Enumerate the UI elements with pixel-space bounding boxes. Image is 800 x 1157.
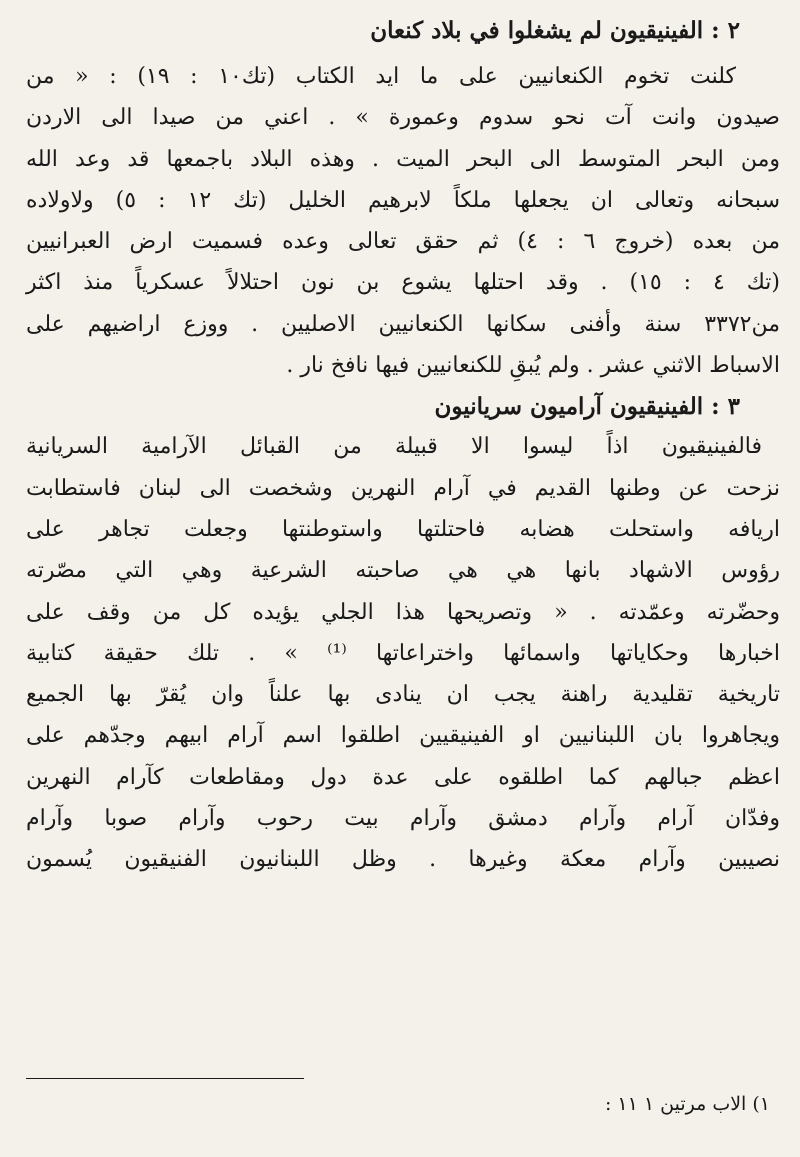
text-line: من بعده (خروج ٦ : ٤) ثم حقق تعالى وعده فسميت ارض العبرانيين <box>26 229 780 255</box>
text-line: وفدّان آرام وآرام دمشق وآرام بيت رحوب وآرام صوبا وآرام <box>26 806 780 832</box>
text-line: نصيبين وآرام معكة وغيرها . وظل اللبنانيون الفنيقيون يُسمون <box>26 847 780 873</box>
paragraph <box>26 426 780 880</box>
text-line: من٣٣٧٢ سنة وأفنى سكانها الكنعانيين الاصليين . ووزع اراضيهم على <box>26 311 780 337</box>
text-line: صيدون وانت آت نحو سدوم وعمورة » . اعني من صيدا الى الاردن <box>26 105 780 131</box>
text-line: فالفينيقيون اذاً ليسوا الا قبيلة من القبائل الآرامية السريانية <box>26 434 762 460</box>
text-line: رؤوس الاشهاد بانها هي هي صاحبته الشرعية وهي التي مصّرته <box>26 558 780 584</box>
text-line: اريافه واستحلت هضابه فاحتلتها واستوطنتها وجعلت تجاهر على <box>26 516 780 542</box>
section-heading: ٢ : الفينيقيون لم يشغلوا في بلاد كنعان <box>370 17 740 44</box>
paragraph <box>26 50 780 386</box>
text-line: سبحانه وتعالى ان يجعلها ملكاً لابرهيم الخليل (تك ١٢ : ٥) ولاولاده <box>26 187 781 213</box>
text-line: الاسباط الاثني عشر . ولم يُبقِ للكنعانيين فيها نافخ نار . <box>286 353 780 379</box>
text-line: اعظم جبالهم كما اطلقوه على عدة دول ومقاطعات كآرام النهرين <box>26 764 780 790</box>
text-line: ويجاهروا بان اللبنانيين او الفينيقيين اطلقوا اسم آرام ابيهم وجدّهم على <box>26 723 780 749</box>
text-line: كلنت تخوم الكنعانيين على ما ايد الكتاب (تك١٠ : ١٩) : « من <box>26 64 736 89</box>
footnote: ١) الاب مرتين ١ ١١ : <box>604 1093 770 1115</box>
text-line: ومن البحر المتوسط الى البحر الميت . وهذه البلاد باجمعها قد وعد الله <box>26 146 780 172</box>
section-heading: ٣ : الفينيقيون آراميون سريانيون <box>434 393 740 421</box>
text-line: تاريخية تقليدية راهنة يجب ان ينادى بها علناً وان يُقرّ بها الجميع <box>26 682 780 708</box>
text-line: اخبارها وحكاياتها واسمائها واختراعاتها ⁽¹⁾ » . تلك حقيقة كتابية <box>26 640 781 666</box>
text-line: نزحت عن وطنها القديم في آرام النهرين وشخصت الى لبنان فاستطابت <box>26 475 780 501</box>
text-line: وحضّرته وعمّدته . « وتصريحها هذا الجلي يؤيده كل من وقف على <box>26 599 780 625</box>
text-line: (تك ٤ : ١٥) . وقد احتلها يشوع بن نون احتلالاً عسكرياً منذ اكثر <box>26 270 780 296</box>
footnote-divider <box>26 1078 304 1079</box>
